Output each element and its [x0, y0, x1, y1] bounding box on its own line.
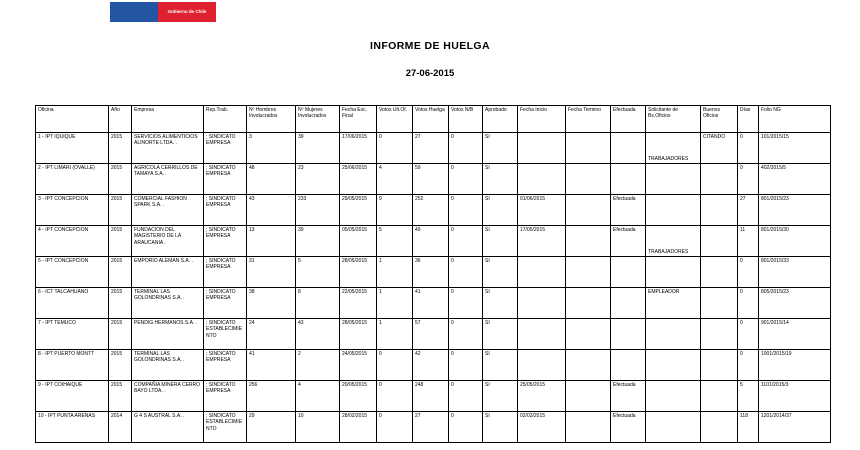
table-cell: Efectuada — [611, 381, 646, 412]
table-cell: 13 — [247, 226, 296, 257]
table-cell: 101/2015/15 — [759, 133, 831, 164]
table-cell: 20/05/2015 — [340, 381, 377, 412]
column-header: Folio NG — [759, 106, 831, 133]
table-cell: 43 — [247, 195, 296, 226]
table-cell: ; SINDICATO EMPRESA — [204, 133, 247, 164]
table-cell — [701, 412, 738, 443]
table-cell: 4 — [377, 164, 413, 195]
table-cell: AGRICOLA CERRILLOS DE TAMAYA S.A. . — [132, 164, 204, 195]
table-cell: 5 — [377, 226, 413, 257]
table-cell: Efectuada — [611, 226, 646, 257]
table-cell: 38 — [247, 288, 296, 319]
table-cell: 0 — [377, 133, 413, 164]
table-cell — [518, 288, 566, 319]
table-cell: 28/05/2015 — [340, 257, 377, 288]
column-header: Fecha Termino — [566, 106, 611, 133]
table-cell: COMERCIAL FASHION SPARK S.A. . — [132, 195, 204, 226]
table-cell: 801/2015/30 — [759, 226, 831, 257]
table-cell: 801/2015/23 — [759, 195, 831, 226]
logo-label: Gobierno de Chile — [167, 8, 207, 14]
table-cell: 17/06/2015 — [340, 133, 377, 164]
table-cell: 801/2015/33 — [759, 257, 831, 288]
table-cell: 42 — [413, 350, 449, 381]
table-cell — [611, 133, 646, 164]
table-cell — [518, 164, 566, 195]
table-cell: 2015 — [109, 319, 132, 350]
column-header: Días — [738, 106, 759, 133]
table-cell: COMPAÑIA MINERA CERRO BAYO LTDA. . — [132, 381, 204, 412]
column-header: Empresa — [132, 106, 204, 133]
table-cell: 0 — [377, 381, 413, 412]
table-cell: PENDIG HERMANOS S.A. . — [132, 319, 204, 350]
table-cell: SI — [483, 319, 518, 350]
table-cell: 2015 — [109, 164, 132, 195]
table-cell: 29/05/2015 — [340, 195, 377, 226]
table-row — [36, 319, 831, 350]
page-title: INFORME DE HUELGA — [370, 40, 490, 52]
table-cell: 2015 — [109, 226, 132, 257]
table-cell — [646, 381, 701, 412]
column-header: Efectuada — [611, 106, 646, 133]
table-cell: 0 — [377, 412, 413, 443]
table-cell — [701, 226, 738, 257]
table-cell: TRABAJADORES — [646, 133, 701, 164]
table-cell: 2 — [296, 350, 340, 381]
table-cell: 24 — [247, 319, 296, 350]
table-cell: 2015 — [109, 381, 132, 412]
table-cell: ; SINDICATO EMPRESA — [204, 350, 247, 381]
table-cell: 1201/2014/37 — [759, 412, 831, 443]
table-cell: 901/2015/14 — [759, 319, 831, 350]
table-cell: SI — [483, 195, 518, 226]
column-header: Fecha Esc. Final — [340, 106, 377, 133]
table-cell: ; SINDICATO EMPRESA — [204, 226, 247, 257]
table-cell — [566, 164, 611, 195]
table-row — [36, 288, 831, 319]
table-cell: ; SINDICATO EMPRESA — [204, 195, 247, 226]
table-cell: 0 — [738, 133, 759, 164]
column-header: Año — [109, 106, 132, 133]
table-cell: SI — [483, 412, 518, 443]
table-cell: 02/03/2015 — [518, 412, 566, 443]
table-cell: 9 — [377, 195, 413, 226]
table-cell — [566, 257, 611, 288]
table-cell — [611, 288, 646, 319]
table-cell: 0 — [449, 133, 483, 164]
column-header: Nº Hombres Involucrados — [247, 106, 296, 133]
table-cell: 27 — [738, 195, 759, 226]
table-cell — [646, 412, 701, 443]
table-cell: 0 — [738, 350, 759, 381]
column-header: Rep.Trab. — [204, 106, 247, 133]
table-cell: 31 — [247, 257, 296, 288]
table-cell: 29 — [247, 412, 296, 443]
table-cell — [518, 257, 566, 288]
table-cell: SI — [483, 288, 518, 319]
table-cell — [701, 164, 738, 195]
table-cell: 402/2015/5 — [759, 164, 831, 195]
table-cell: Efectuada — [611, 195, 646, 226]
table-cell: 7 - IPT TEMUCO — [36, 319, 109, 350]
table-cell: 28/02/2015 — [340, 412, 377, 443]
table-cell: 2015 — [109, 257, 132, 288]
table-row — [36, 164, 831, 195]
table-cell: 0 — [738, 257, 759, 288]
table-row — [36, 133, 831, 164]
table-cell — [566, 288, 611, 319]
column-header: Aprobado — [483, 106, 518, 133]
table-row — [36, 350, 831, 381]
column-header: Nº Mujeres Involucrados — [296, 106, 340, 133]
table-cell: 2015 — [109, 288, 132, 319]
table-cell: 10 — [296, 412, 340, 443]
table-cell: 17/05/2015 — [518, 226, 566, 257]
table-cell: FUNDACION DEL MAGISTERIO DE LA ARAUCANIA . — [132, 226, 204, 257]
table-cell: 8 — [296, 288, 340, 319]
column-header: Buenos Oficios — [701, 106, 738, 133]
table-cell: 0 — [377, 350, 413, 381]
column-header: Oficina — [36, 106, 109, 133]
table-cell: 28/05/2015 — [340, 319, 377, 350]
table-cell: 1 — [377, 319, 413, 350]
table-cell: 05/05/2015 — [340, 226, 377, 257]
table-cell: 1 - IPT IQUIQUE — [36, 133, 109, 164]
table-cell: 23 — [296, 164, 340, 195]
table-cell: SI — [483, 226, 518, 257]
table-cell: 0 — [449, 350, 483, 381]
table-cell: 2015 — [109, 350, 132, 381]
table-cell: 1101/2015/3 — [759, 381, 831, 412]
table-cell: TERMINAL LAS GOLONDRINAS S.A. . — [132, 288, 204, 319]
table-cell: 43 — [296, 319, 340, 350]
strike-report-table — [35, 105, 831, 443]
column-header: Votos Huelga — [413, 106, 449, 133]
table-cell: 2015 — [109, 195, 132, 226]
table-cell: 5 — [296, 257, 340, 288]
table-cell — [646, 195, 701, 226]
table-cell: 1001/2015/19 — [759, 350, 831, 381]
table-cell: 36 — [413, 257, 449, 288]
report-table-body — [36, 133, 831, 443]
table-cell: 57 — [413, 319, 449, 350]
table-cell: 4 — [296, 381, 340, 412]
table-cell: ; SINDICATO EMPRESA — [204, 288, 247, 319]
table-cell — [646, 257, 701, 288]
table-cell: 0 — [738, 319, 759, 350]
table-cell — [611, 257, 646, 288]
column-header: Fecha Inicio — [518, 106, 566, 133]
table-cell: 805/2015/23 — [759, 288, 831, 319]
table-cell: 41 — [247, 350, 296, 381]
table-cell: 49 — [413, 226, 449, 257]
table-cell: ; SINDICATO ESTABLECIMIENTO — [204, 412, 247, 443]
table-row — [36, 226, 831, 257]
table-cell: 0 — [449, 226, 483, 257]
column-header: Solicitante de Bs.Oficios — [646, 106, 701, 133]
table-cell: 0 — [449, 257, 483, 288]
table-cell: 0 — [449, 412, 483, 443]
logo-flag-blue — [110, 2, 158, 22]
table-cell: SI — [483, 133, 518, 164]
table-cell: SI — [483, 381, 518, 412]
table-cell — [518, 133, 566, 164]
table-cell: 3 - IPT CONCEPCION — [36, 195, 109, 226]
table-row — [36, 412, 831, 443]
table-cell: 48 — [247, 164, 296, 195]
table-row — [36, 195, 831, 226]
table-row — [36, 381, 831, 412]
table-cell — [566, 195, 611, 226]
table-cell: SERVICIOS ALIMENTICIOS ALINORTE LTDA. . — [132, 133, 204, 164]
table-cell: TRABAJADORES — [646, 226, 701, 257]
table-cell: 0 — [449, 319, 483, 350]
table-cell — [566, 226, 611, 257]
table-cell: 256 — [247, 381, 296, 412]
table-cell: 1 — [377, 288, 413, 319]
table-cell: 10 - IPT PUNTA ARENAS — [36, 412, 109, 443]
table-cell — [566, 133, 611, 164]
table-cell: 39 — [296, 133, 340, 164]
table-cell: SI — [483, 257, 518, 288]
table-cell — [566, 412, 611, 443]
table-header-row — [36, 106, 831, 133]
table-cell: 0 — [449, 288, 483, 319]
table-cell: SI — [483, 164, 518, 195]
report-date: 27-06-2015 — [405, 68, 455, 79]
table-cell: 6 - ICT TALCAHUANO — [36, 288, 109, 319]
table-cell: 0 — [738, 164, 759, 195]
table-cell: EMPORIO ALEMAN S.A. . — [132, 257, 204, 288]
table-cell: 39 — [296, 226, 340, 257]
table-cell: 233 — [296, 195, 340, 226]
table-cell — [701, 319, 738, 350]
table-cell: G 4 S AUSTRAL S.A. . — [132, 412, 204, 443]
table-cell: CITANDO — [701, 133, 738, 164]
table-cell: 22/05/2015 — [340, 288, 377, 319]
table-cell — [701, 257, 738, 288]
table-cell — [518, 350, 566, 381]
table-cell: TERMINAL LAS GOLONDRINAS S.A. . — [132, 350, 204, 381]
table-cell: 0 — [449, 164, 483, 195]
table-cell: 2 - IPT LIMARI (OVALLE) — [36, 164, 109, 195]
table-cell: EMPLEADOR — [646, 288, 701, 319]
table-cell — [566, 319, 611, 350]
table-cell — [701, 350, 738, 381]
table-cell: 9 - IPT COIHAIQUE — [36, 381, 109, 412]
column-header: Votos Ult.Of. — [377, 106, 413, 133]
table-cell — [701, 381, 738, 412]
table-cell: 4 - IPT CONCEPCION — [36, 226, 109, 257]
table-cell: 25/06/2015 — [340, 164, 377, 195]
table-cell: 118 — [738, 412, 759, 443]
table-cell: ; SINDICATO ESTABLECIMIENTO — [204, 319, 247, 350]
table-cell: 27 — [413, 133, 449, 164]
table-cell — [611, 164, 646, 195]
table-cell: 1 — [377, 257, 413, 288]
table-cell — [611, 350, 646, 381]
logo-flag-red — [158, 2, 216, 22]
table-cell: 5 — [738, 381, 759, 412]
table-cell: ; SINDICATO EMPRESA — [204, 381, 247, 412]
table-cell: 41 — [413, 288, 449, 319]
table-cell: 2014 — [109, 412, 132, 443]
table-cell: 8 - IPT PUERTO MONTT — [36, 350, 109, 381]
table-cell: 24/05/2015 — [340, 350, 377, 381]
gobierno-de-chile-logo — [110, 2, 216, 22]
table-cell: 25/05/2015 — [518, 381, 566, 412]
table-cell — [646, 350, 701, 381]
table-cell: 27 — [413, 412, 449, 443]
table-cell — [566, 381, 611, 412]
table-cell — [701, 288, 738, 319]
table-cell: 252 — [413, 195, 449, 226]
column-header: Votos N/B — [449, 106, 483, 133]
table-cell — [611, 319, 646, 350]
table-cell: SI — [483, 350, 518, 381]
table-cell: 0 — [449, 381, 483, 412]
table-cell — [701, 195, 738, 226]
table-cell — [566, 350, 611, 381]
table-row — [36, 257, 831, 288]
table-cell: 0 — [449, 195, 483, 226]
table-cell: 3 — [247, 133, 296, 164]
table-cell: ; SINDICATO EMPRESA — [204, 257, 247, 288]
table-cell: 5 - IPT CONCEPCION — [36, 257, 109, 288]
table-cell: 2015 — [109, 133, 132, 164]
table-cell: ; SINDICATO EMPRESA — [204, 164, 247, 195]
table-cell: 01/06/2015 — [518, 195, 566, 226]
table-cell: 11 — [738, 226, 759, 257]
table-cell: 248 — [413, 381, 449, 412]
table-cell — [646, 319, 701, 350]
table-cell: Efectuada — [611, 412, 646, 443]
table-cell — [518, 319, 566, 350]
table-cell — [646, 164, 701, 195]
table-cell: 59 — [413, 164, 449, 195]
table-cell: 0 — [738, 288, 759, 319]
